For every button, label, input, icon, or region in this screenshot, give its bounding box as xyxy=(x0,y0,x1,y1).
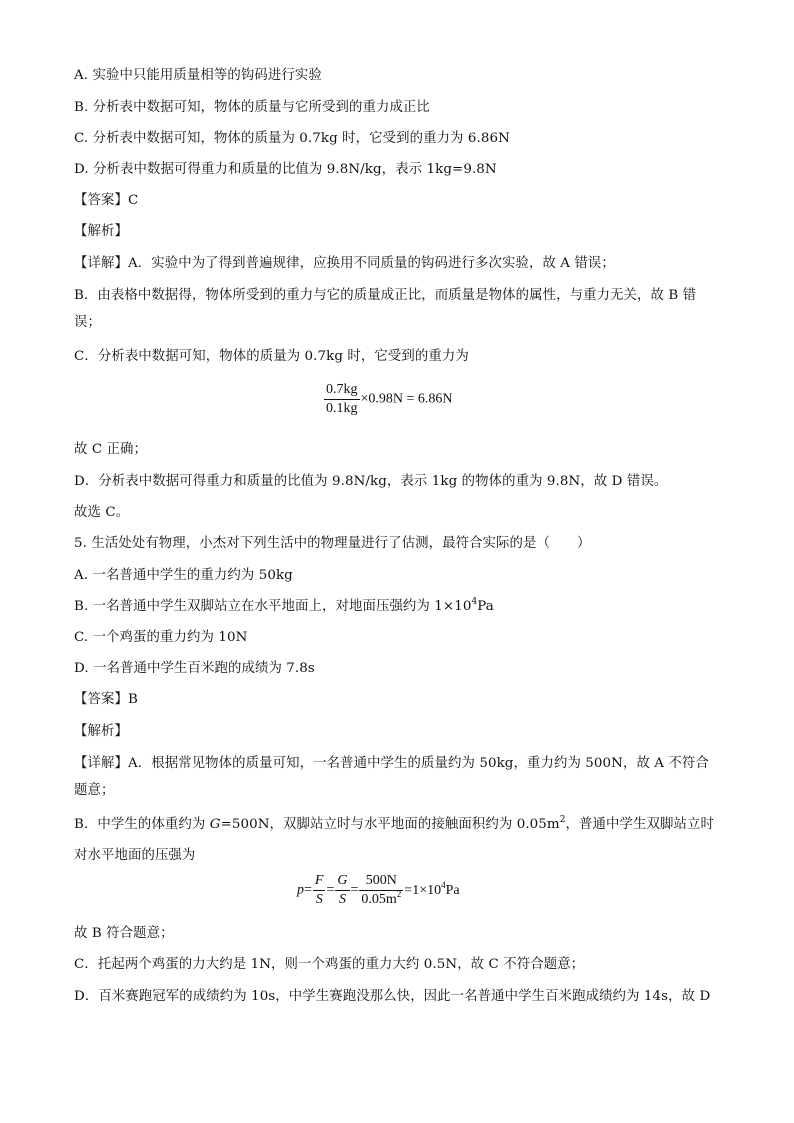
b-fits-line: 故 B 符合题意； xyxy=(74,926,174,941)
fraction-numerator: 0.7kg xyxy=(324,382,360,400)
detail-b-paragraph: B．由表格中数据得，物体所受到的重力与它的质量成正比，而质量是物体的属性，与重力无关，故 B 错误； xyxy=(74,288,697,330)
formula-pressure-calc: p= $\frac{F}{S}$ = $\frac{G}{S}$ = $\frac{500N}{0.05m^2}$ $=1\times 10^4Pa$ xyxy=(297,873,460,907)
option-d-line: D. 分析表中数据可得重力和质量的比值为 9.8N/kg，表示 1kg=9.8N xyxy=(74,162,497,177)
q5-analysis-label: 【解析】 xyxy=(74,724,128,739)
q5-detail-b-line2: 对水平地面的压强为 xyxy=(74,848,196,863)
option-a-line: A. 实验中只能用质量相等的钩码进行实验 xyxy=(74,68,322,83)
option-b-line: B. 分析表中数据可知，物体的质量与它所受到的重力成正比 xyxy=(74,100,430,115)
option-c-line: C. 分析表中数据可知，物体的质量为 0.7kg 时，它受到的重力为 6.86N xyxy=(74,131,510,146)
q5-detail-d-line: D．百米赛跑冠军的成绩约为 10s，中学生赛跑没那么快，因此一名普通中学生百米跑成绩约为 14s，故 D xyxy=(74,989,711,1004)
question-5-stem: 5. 生活处处有物理，小杰对下列生活中的物理量进行了估测，最符合实际的是（ ） xyxy=(74,536,591,551)
pressure-symbol: p xyxy=(297,882,304,898)
choose-c-line: 故选 C。 xyxy=(74,505,130,520)
q5-option-c: C. 一个鸡蛋的重力约为 10N xyxy=(74,630,248,645)
q5-detail-c-line: C．托起两个鸡蛋的力大约是 1N，则一个鸡蛋的重力大约 0.5N，故 C 不符合题意； xyxy=(74,957,585,972)
detail-d-line: D．分析表中数据可得重力和质量的比值为 9.8N/kg，表示 1kg 的物体的重为 9.8N，故 D 错误。 xyxy=(74,474,668,489)
q5-answer-label: 【答案】B xyxy=(74,692,138,707)
c-correct-line: 故 C 正确； xyxy=(74,442,148,457)
q5-option-b: B. 一名普通中学生双脚站立在水平地面上，对地面压强约为 $1\times 10^4Pa$ xyxy=(74,597,494,614)
fraction-values: $\frac{500N}{0.05m^2}$ xyxy=(361,873,402,907)
detail-a-line: 【详解】A．实验中为了得到普遍规律，应换用不同质量的钩码进行多次实验，故 A 错误； xyxy=(74,256,615,271)
q5-detail-a-paragraph: 【详解】A．根据常见物体的质量可知，一名普通中学生的质量约为 50kg，重力约为 500N，故 A 不符合题意； xyxy=(74,756,709,798)
analysis-label: 【解析】 xyxy=(74,224,128,239)
formula-result: ×0.98N = 6.86N xyxy=(360,391,453,407)
answer-label: 【答案】C xyxy=(74,193,139,208)
fraction-g-over-s: $\frac{G}{S}$ xyxy=(337,873,348,907)
fraction-mass xyxy=(324,382,360,417)
fraction-denominator: 0.1kg xyxy=(326,401,358,416)
fraction-f-over-s: $\frac{F}{S}$ xyxy=(314,873,324,907)
q5-option-a: A. 一名普通中学生的重力约为 50kg xyxy=(74,568,293,583)
formula-weight-calc xyxy=(323,382,453,417)
detail-c-line: C．分析表中数据可知，物体的质量为 0.7kg 时，它受到的重力为 xyxy=(74,349,469,364)
q5-detail-b-line: B．中学生的体重约为 G=500N，双脚站立时与水平地面的接触面积约为 $0.05m^2$，普通中学生双脚站立时 xyxy=(74,815,714,832)
q5-option-d: D. 一名普通中学生百米跑的成绩为 7.8s xyxy=(74,661,315,676)
